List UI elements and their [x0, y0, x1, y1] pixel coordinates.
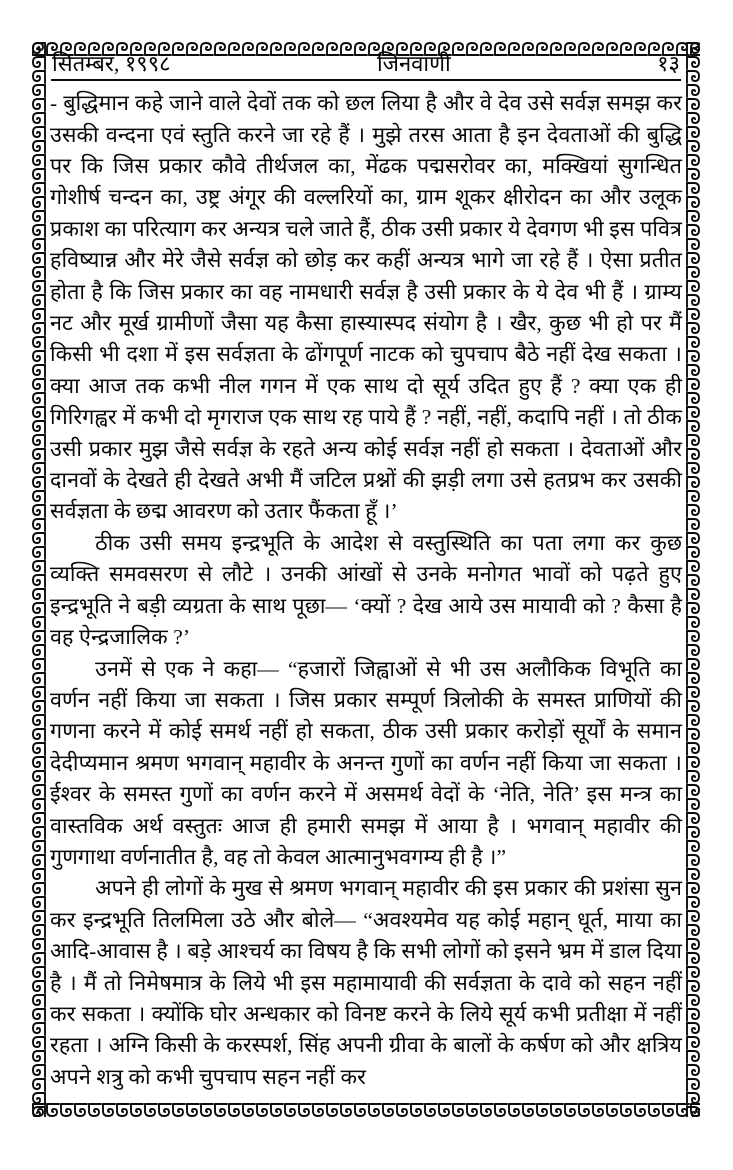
running-head-title: जिनवाणी [376, 51, 451, 76]
page-number: १३ [657, 51, 680, 76]
paragraph: ठीक उसी समय इन्द्रभूति के आदेश से वस्तुस्थिति का पता लगा कर कुछ व्यक्ति समवसरण से लौटे । उनकी आंखों से उनके मनोगत भावों को पढ़ते हुए इन्द्रभूति ने बड़ी व्यग्रता के साथ पूछा— ‘क्यों ? देख आये उस मायावी को ? कैसा है वह ऐन्द्रजालिक ?’ [50, 530, 682, 650]
border-right-scroll [684, 42, 700, 1117]
running-head-date: सितम्बर, १९९८ [52, 51, 171, 76]
page-content [50, 52, 682, 1107]
header-rule [51, 79, 681, 81]
paragraph: - बुद्धिमान कहे जाने वाले देवों तक को छल लिया है और वे देव उसे सर्वज्ञ समझ कर उसकी वन्दना एवं स्तुति करने जा रहे हैं । मुझे तरस आता है इन देवताओं की बुद्धि पर कि जिस प्रकार कौवे तीर्थजल का, मेंढक पद्मसरोवर का, मक्खियां सुगन्धित गोशीर्ष चन्दन का, उष्ट्र अंगूर की वल्लरियों का, ग्राम शूकर क्षीरोदन का और उलूक प्रकाश का परित्याग कर अन्यत्र चले जाते हैं, ठीक उसी प्रकार ये देवगण भी इस पवित्र हविष्यान्न और मेरे जैसे सर्वज्ञ को छोड़ कर कहीं अन्यत्र भागे जा रहे हैं । ऐसा प्रतीत होता है कि जिस प्रकार का वह नामधारी सर्वज्ञ है उसी प्रकार के ये देव भी हैं । ग्राम्य नट और मूर्ख ग्रामीणों जैसा यह कैसा हास्यास्पद संयोग है । खैर, कुछ भी हो पर मैं किसी भी दशा में इस सर्वज्ञता के ढोंगपूर्ण नाटक को चुपचाप बैठे नहीं देख सकता । क्या आज तक कभी नील गगन में एक साथ दो सूर्य उदित हुए हैं ? क्या एक ही गिरिगह्वर में कभी दो मृगराज एक साथ रह पाये हैं ? नहीं, नहीं, कदापि नहीं । तो ठीक उसी प्रकार मुझ जैसे सर्वज्ञ के रहते अन्य कोई सर्वज्ञ नहीं हो सकता । देवताओं और दानवों के देखते ही देखते अभी मैं जटिल प्रश्नों की झड़ी लगा उसे हतप्रभ कर उसकी सर्वज्ञता के छद्म आवरण को उतार फैंकता हूँ ।’ [50, 91, 682, 524]
running-head [50, 52, 682, 79]
body-text-block [50, 88, 682, 1093]
paragraph: अपने ही लोगों के मुख से श्रमण भगवान् महावीर की इस प्रकार की प्रशंसा सुन कर इन्द्रभूति तिलमिला उठे और बोले— “अवश्यमेव यह कोई महान् धूर्त, माया का आदि-आवास है । बड़े आश्चर्य का विषय है कि सभी लोगों को इसने भ्रम में डाल दिया है । मैं तो निमेषमात्र के लिये भी इस महामायावी की सर्वज्ञता के दावे को सहन नहीं कर सकता । क्योंकि घोर अन्धकार को विनष्ट करने के लिये सूर्य कभी प्रतीक्षा में नहीं रहता । अग्नि किसी के करस्पर्श, सिंह अपनी ग्रीवा के बालों के कर्षण को और क्षत्रिय अपने शत्रु को कभी चुपचाप सहन नहीं कर [50, 876, 682, 1089]
border-left-scroll [32, 42, 48, 1117]
paragraph: उनमें से एक ने कहा— “हजारों जिह्वाओं से भी उस अलौकिक विभूति का वर्णन नहीं किया जा सकता । जिस प्रकार सम्पूर्ण त्रिलोकी के समस्त प्राणियों की गणना करने में कोई समर्थ नहीं हो सकता, ठीक उसी प्रकार करोड़ों सूर्यों के समान देदीप्यमान श्रमण भगवान् महावीर के अनन्त गुणों का वर्णन नहीं किया जा सकता । ईश्वर के समस्त गुणों का वर्णन करने में असमर्थ वेदों के ‘नेति, नेति’ इस मन्त्र का वास्तविक अर्थ वस्तुतः आज ही हमारी समझ में आया है । भगवान् महावीर की गुणगाथा वर्णनातीत है, वह तो केवल आत्मानुभवगम्य ही है ।” [50, 656, 682, 869]
